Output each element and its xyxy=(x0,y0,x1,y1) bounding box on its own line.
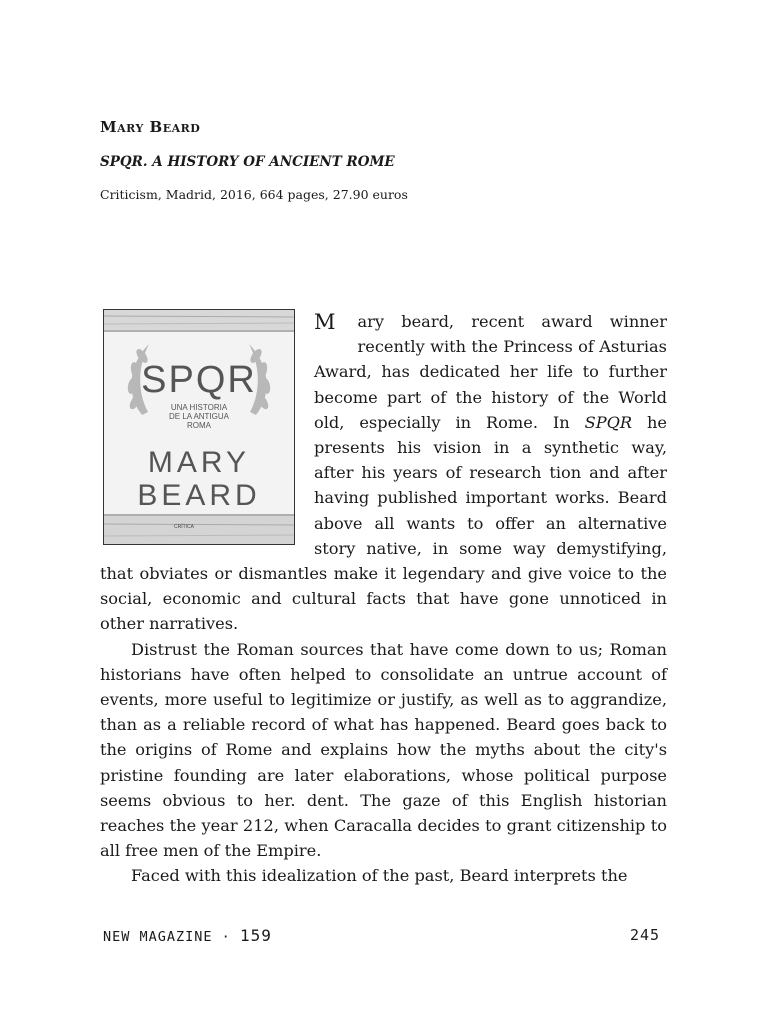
paragraph-text: ary beard, recent award winner recently with the Princess of Asturias Award, has dedicated her life to further become part of the history of the World old, especially in Rome. In xyxy=(314,312,667,432)
paragraph-text: he presents his vision in a synthetic way, after his years of research tion and after having published important works. Beard above all wants to offer an alternative story native, in some way demystifying, that obviates or dismantles make it legendary and give voice to the social, economic and cultural facts that have gone unnoticed in other narratives. xyxy=(100,412,668,634)
magazine-name: NEW MAGAZINE · xyxy=(103,929,231,945)
cover-subtitle: UNA HISTORIA xyxy=(170,403,228,412)
footer-magazine xyxy=(103,926,272,945)
page-number: 245 xyxy=(630,926,661,944)
author-name: Mary Beard xyxy=(100,118,201,136)
article-body xyxy=(100,309,667,889)
publication-info: Criticism, Madrid, 2016, 664 pages, 27.90 euros xyxy=(100,187,408,202)
cover-author: BEARD xyxy=(137,479,261,512)
book-title-inline: SPQR xyxy=(584,412,633,432)
cover-title: SPQR xyxy=(141,359,257,401)
paragraph: Distrust the Roman sources that have come down to us; Roman historians have often helped to consolidate an untrue account of events, more useful to legitimize or justify, as well as to aggrandize, than as a reliable record of what has happened. Beard goes back to the origins of Rome and explains how the myths about the city's pristine founding are later elaborations, whose political purpose seems obvious to her. dent. The gaze of this English historian reaches the year 212, when Caracalla decides to grant citizenship to all free men of the Empire. xyxy=(100,639,667,861)
paragraph: Faced with this idealization of the past, Beard interprets the xyxy=(131,866,628,886)
issue-number: 159 xyxy=(239,926,272,945)
cover-publisher: CRÍTICA xyxy=(174,524,194,530)
cover-subtitle: DE LA ANTIGUA xyxy=(168,412,230,421)
cover-author: MARY xyxy=(147,446,251,479)
cover-spacer xyxy=(100,309,314,561)
cover-subtitle: ROMA xyxy=(187,421,211,430)
book-title: SPQR. A HISTORY OF ANCIENT ROME xyxy=(100,154,395,170)
drop-cap: M xyxy=(314,310,336,334)
